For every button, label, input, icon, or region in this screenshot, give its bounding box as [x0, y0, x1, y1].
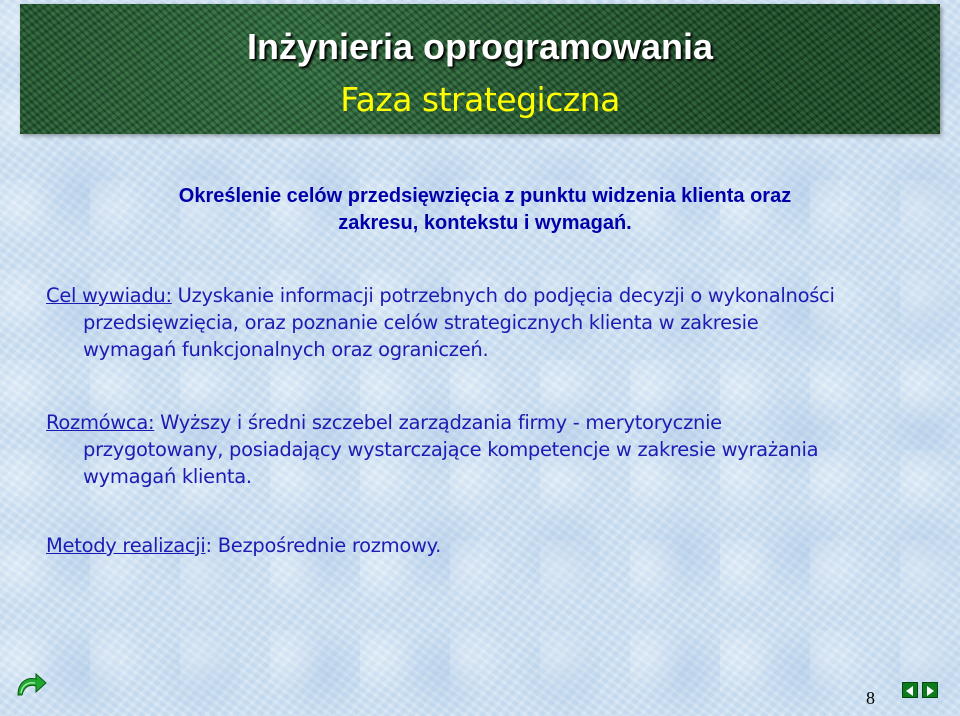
cel-text-1: Uzyskanie informacji potrzebnych do podjęcia decyzji o wykonalności — [171, 284, 835, 307]
rozmowca-text-1: Wyższy i średni szczebel zarządzania firmy - merytorycznie — [154, 411, 722, 434]
previous-slide-button[interactable] — [902, 682, 918, 698]
rozmowca-first-line — [46, 409, 926, 436]
slide-title: Inżynieria oprogramowania — [246, 26, 714, 67]
intro-line-2: zakresu, kontekstu i wymagań. — [338, 212, 632, 234]
rozmowca-paragraph — [46, 409, 926, 490]
title-banner — [20, 4, 940, 134]
intro-line-1: Określenie celów przedsięwzięcia z punktu widzenia klienta oraz — [178, 185, 792, 207]
slide-subtitle: Faza strategiczna — [340, 80, 620, 119]
metody-paragraph — [46, 532, 926, 559]
triangle-left-icon — [903, 684, 917, 698]
page-number: 8 — [866, 688, 875, 708]
intro-text — [60, 183, 910, 237]
cel-wywiadu-paragraph — [46, 282, 926, 363]
cel-text-2: przedsięwzięcia, oraz poznanie celów strategicznych klienta w zakresie — [83, 311, 759, 334]
rozmowca-text-3: wymagań klienta. — [83, 465, 252, 488]
metody-label: Metody realizacji — [46, 534, 206, 557]
metody-text: : Bezpośrednie rozmowy. — [205, 534, 442, 557]
cel-wywiadu-label: Cel wywiadu: — [46, 284, 172, 307]
cel-first-line — [46, 282, 926, 309]
cel-text-3: wymagań funkcjonalnych oraz ograniczeń. — [83, 338, 489, 361]
triangle-right-icon — [923, 684, 937, 698]
next-slide-button[interactable] — [922, 682, 938, 698]
rozmowca-label: Rozmówca: — [46, 411, 155, 434]
return-arrow-icon[interactable] — [14, 673, 48, 699]
metody-line — [46, 532, 926, 559]
rozmowca-text-2: przygotowany, posiadający wystarczające kompetencje w zakresie wyrażania — [83, 438, 819, 461]
